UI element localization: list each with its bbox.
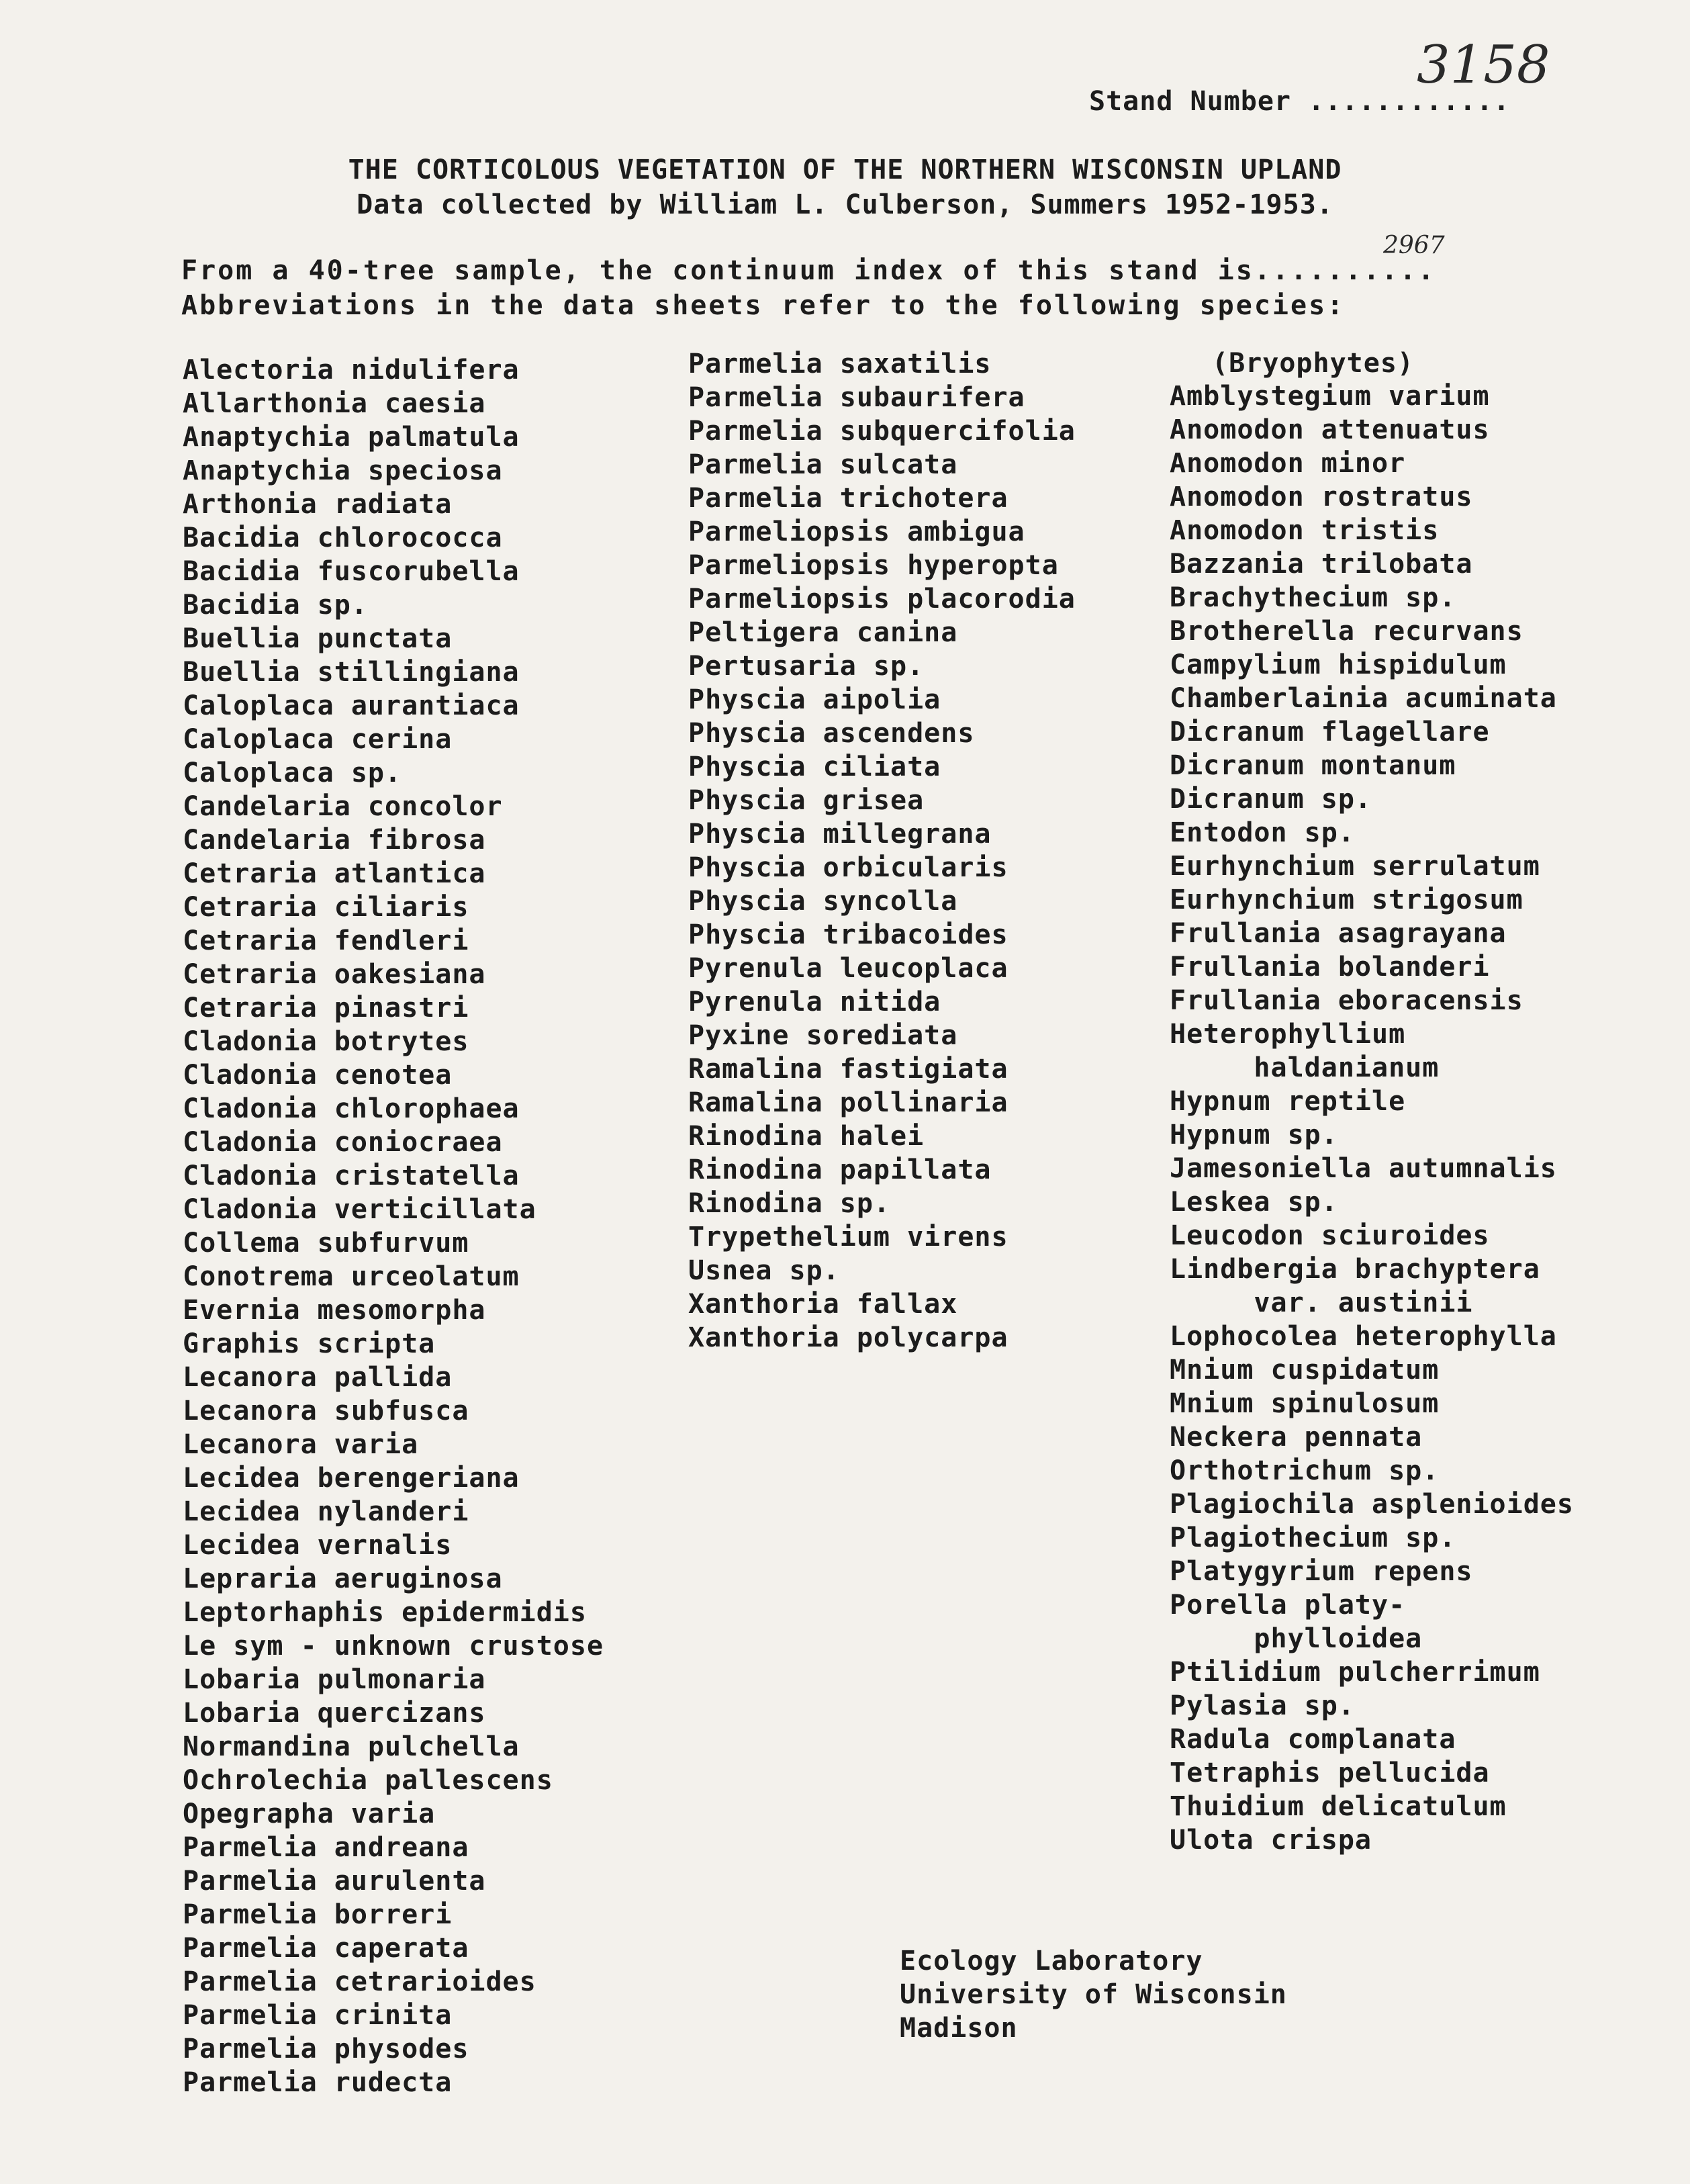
species-list-item: Anaptychia palmatula — [183, 422, 520, 453]
species-list-item: Xanthoria fallax — [688, 1289, 958, 1320]
species-list-item: Dicranum sp. — [1170, 784, 1372, 815]
bryophytes-heading: (Bryophytes) — [1212, 348, 1414, 379]
species-list-item: Parmelia saxatilis — [688, 349, 992, 379]
species-list-item: Ulota crispa — [1170, 1825, 1372, 1856]
species-list-item: Tetraphis pellucida — [1170, 1758, 1490, 1788]
species-list-item: Platygyrium repens — [1170, 1556, 1473, 1587]
species-list-item: Parmelia subquercifolia — [688, 416, 1076, 447]
species-list-item: Physcia tribacoides — [688, 919, 1008, 950]
document-title: THE CORTICOLOUS VEGETATION OF THE NORTHERN WISCONSIN UPLAND — [348, 154, 1342, 185]
species-list-item: Alectoria nidulifera — [183, 355, 520, 385]
species-list-item: Lecidea vernalis — [183, 1530, 453, 1561]
species-list-item: Lobaria pulmonaria — [183, 1664, 486, 1695]
species-list-item: Xanthoria polycarpa — [688, 1322, 1008, 1353]
species-list-item: Usnea sp. — [688, 1255, 840, 1286]
species-list-item: Campylium hispidulum — [1170, 649, 1507, 680]
species-list-item: Peltigera canina — [688, 617, 958, 648]
footer-line: Madison — [900, 2013, 1018, 2044]
species-list-item: Rinodina halei — [688, 1121, 925, 1152]
species-list-item: Cladonia botrytes — [183, 1026, 469, 1057]
species-list-item: Pylasia sp. — [1170, 1690, 1355, 1721]
species-list-item: Physcia syncolla — [688, 886, 958, 917]
species-list-item: Lepraria aeruginosa — [183, 1563, 503, 1594]
species-list-item: Parmelia borreri — [183, 1899, 453, 1930]
species-list-item: Parmelia rudecta — [183, 2067, 453, 2098]
species-list-item: Rinodina papillata — [688, 1154, 992, 1185]
species-list-item: Ramalina pollinaria — [688, 1087, 1008, 1118]
species-list-item: Hypnum sp. — [1170, 1120, 1338, 1150]
species-list-item: Parmeliopsis placorodia — [688, 584, 1076, 615]
species-list-item: Cetraria atlantica — [183, 858, 486, 889]
species-list-item: Eurhynchium strigosum — [1170, 884, 1523, 915]
species-list-item: Ptilidium pulcherrimum — [1170, 1657, 1540, 1688]
species-list-item: Anaptychia speciosa — [183, 455, 503, 486]
species-list-item: Allarthonia caesia — [183, 388, 486, 419]
species-list-item: Lecanora subfusca — [183, 1396, 469, 1426]
document-subtitle: Data collected by William L. Culberson, Summers 1952-1953. — [357, 189, 1333, 220]
species-list-item: Physcia aipolia — [688, 684, 941, 715]
species-list-item: Cetraria oakesiana — [183, 959, 486, 990]
species-list-item: Graphis scripta — [183, 1328, 436, 1359]
species-list-item: Trypethelium virens — [688, 1222, 1008, 1253]
species-column-1 — [183, 353, 604, 2099]
species-list-item: Buellia stillingiana — [183, 657, 520, 688]
species-list-item: Parmeliopsis ambigua — [688, 516, 1025, 547]
footer-address — [900, 1944, 1287, 2045]
species-list-item: Frullania eboracensis — [1170, 985, 1523, 1016]
species-list-item: Chamberlainia acuminata — [1170, 683, 1557, 714]
species-list-item: Parmelia trichotera — [688, 483, 1008, 514]
species-list-item: Pyrenula leucoplaca — [688, 953, 1008, 984]
species-column-3 — [1170, 379, 1574, 1857]
species-list-item: Frullania bolanderi — [1170, 952, 1490, 983]
species-list-item: Bacidia sp. — [183, 590, 368, 621]
species-list-item: Entodon sp. — [1170, 817, 1355, 848]
species-list-item: Parmelia crinita — [183, 2000, 453, 2031]
species-list-item: Pyrenula nitida — [688, 987, 941, 1017]
species-list-item: Orthotrichum sp. — [1170, 1455, 1440, 1486]
species-list-item: Parmelia aurulenta — [183, 1866, 486, 1897]
species-list-item: Cetraria ciliaris — [183, 892, 469, 923]
species-list-item: Leskea sp. — [1170, 1187, 1338, 1218]
species-list-item: Bacidia fuscorubella — [183, 556, 520, 587]
species-list-item: Brachythecium sp. — [1170, 582, 1456, 613]
species-list-item: Parmelia cetrarioides — [183, 1966, 536, 1997]
species-list-item: Normandina pulchella — [183, 1731, 520, 1762]
species-list-item: Frullania asagrayana — [1170, 918, 1507, 949]
species-list-item: Bacidia chlorococca — [183, 522, 503, 553]
species-list-item: var. austinii — [1170, 1287, 1473, 1318]
species-list-item: Neckera pennata — [1170, 1422, 1423, 1453]
species-list-item: Lecidea berengeriana — [183, 1463, 520, 1494]
species-list-item: Jamesoniella autumnalis — [1170, 1153, 1557, 1184]
species-list-item: Physcia ascendens — [688, 718, 975, 749]
species-list-item: Anomodon rostratus — [1170, 482, 1473, 512]
species-list-item: Plagiothecium sp. — [1170, 1522, 1456, 1553]
species-list-item: Physcia millegrana — [688, 819, 992, 850]
species-list-item: Pertusaria sp. — [688, 651, 925, 682]
species-list-item: Physcia orbicularis — [688, 852, 1008, 883]
species-list-item: Lophocolea heterophylla — [1170, 1321, 1557, 1352]
species-list-item: Bazzania trilobata — [1170, 549, 1473, 580]
species-list-item: Lobaria quercizans — [183, 1698, 486, 1729]
species-list-item: Ramalina fastigiata — [688, 1054, 1008, 1085]
species-list-item: Anomodon attenuatus — [1170, 414, 1490, 445]
species-list-item: Cladonia coniocraea — [183, 1127, 503, 1158]
species-list-item: Pyxine sorediata — [688, 1020, 958, 1051]
species-list-item: Amblystegium varium — [1170, 381, 1490, 412]
species-list-item: Parmelia andreana — [183, 1832, 469, 1863]
species-list-item: Candelaria fibrosa — [183, 825, 486, 856]
species-list-item: Cladonia chlorophaea — [183, 1093, 520, 1124]
species-list-item: Dicranum flagellare — [1170, 717, 1490, 747]
species-list-item: Plagiochila asplenioides — [1170, 1489, 1574, 1520]
species-list-item: Brotherella recurvans — [1170, 616, 1523, 647]
species-list-item: Parmelia sulcata — [688, 449, 958, 480]
species-list-item: Radula complanata — [1170, 1724, 1456, 1755]
species-list-item: Physcia grisea — [688, 785, 925, 816]
species-list-item: Candelaria concolor — [183, 791, 503, 822]
footer-line: Ecology Laboratory — [900, 1946, 1203, 1976]
species-list-item: Leucodon sciuroides — [1170, 1220, 1490, 1251]
species-list-item: Eurhynchium serrulatum — [1170, 851, 1540, 882]
species-list-item: Rinodina sp. — [688, 1188, 890, 1219]
species-list-item: Caloplaca sp. — [183, 758, 402, 788]
species-list-item: Mnium cuspidatum — [1170, 1355, 1440, 1385]
footer-line: University of Wisconsin — [900, 1979, 1287, 2010]
species-list-item: phylloidea — [1170, 1623, 1423, 1654]
species-list-item: Anomodon tristis — [1170, 515, 1440, 546]
species-list-item: Heterophyllium — [1170, 1019, 1406, 1050]
species-list-item: Leptorhaphis epidermidis — [183, 1597, 587, 1628]
species-list-item: Buellia punctata — [183, 623, 453, 654]
species-list-item: Arthonia radiata — [183, 489, 453, 520]
species-list-item: Lecanora pallida — [183, 1362, 453, 1393]
species-list-item: Dicranum montanum — [1170, 750, 1456, 781]
stand-number-handwritten: 3158 — [1417, 35, 1550, 95]
species-list-item: Caloplaca aurantiaca — [183, 690, 520, 721]
species-list-item: Cladonia verticillata — [183, 1194, 536, 1225]
species-list-item: Parmelia subaurifera — [688, 382, 1025, 413]
species-list-item: Le sym - unknown crustose — [183, 1631, 604, 1662]
species-list-item: Lindbergia brachyptera — [1170, 1254, 1540, 1285]
species-list-item: Thuidium delicatulum — [1170, 1791, 1507, 1822]
species-list-item: Parmelia caperata — [183, 1933, 469, 1964]
species-list-item: Conotrema urceolatum — [183, 1261, 520, 1292]
species-list-item: Evernia mesomorpha — [183, 1295, 486, 1326]
species-list-item: Collema subfurvum — [183, 1228, 469, 1259]
species-list-item: Opegrapha varia — [183, 1799, 436, 1829]
species-list-item: Cetraria fendleri — [183, 925, 469, 956]
continuum-index-handwritten: 2967 — [1383, 232, 1445, 259]
stand-number-label: Stand Number ............ — [1089, 86, 1511, 117]
species-list-item: Parmeliopsis hyperopta — [688, 550, 1059, 581]
species-list-item: Physcia ciliata — [688, 752, 941, 782]
intro-line-1: From a 40-tree sample, the continuum index of this stand is.......... — [181, 255, 1436, 286]
species-list-item: Lecidea nylanderi — [183, 1496, 469, 1527]
intro-line-2: Abbreviations in the data sheets refer to the following species: — [181, 290, 1346, 321]
species-list-item: Anomodon minor — [1170, 448, 1406, 479]
species-list-item: Cladonia cristatella — [183, 1161, 520, 1191]
species-list-item: Cladonia cenotea — [183, 1060, 453, 1091]
species-list-item: Mnium spinulosum — [1170, 1388, 1440, 1419]
species-list-item: Hypnum reptile — [1170, 1086, 1406, 1117]
species-list-item: Porella platy- — [1170, 1590, 1406, 1621]
species-list-item: Caloplaca cerina — [183, 724, 453, 755]
species-column-2 — [688, 347, 1076, 1355]
species-list-item: Cetraria pinastri — [183, 993, 469, 1023]
species-list-item: haldanianum — [1170, 1052, 1440, 1083]
species-list-item: Parmelia physodes — [183, 2034, 469, 2064]
species-list-item: Lecanora varia — [183, 1429, 419, 1460]
species-list-item: Ochrolechia pallescens — [183, 1765, 553, 1796]
